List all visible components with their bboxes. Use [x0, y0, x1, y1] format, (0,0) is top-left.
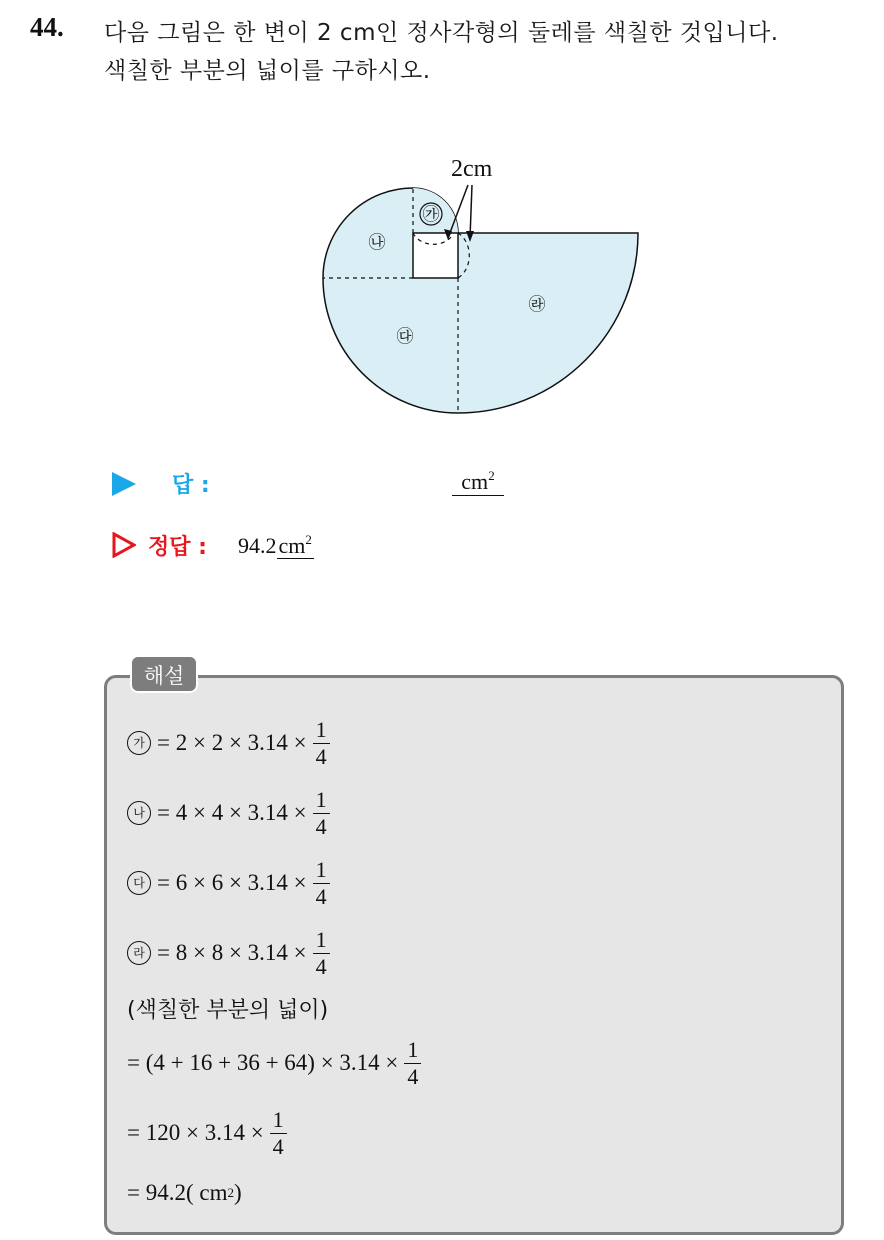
- frac-den: 4: [315, 883, 327, 909]
- frac-den: 4: [272, 1133, 284, 1159]
- expr-ra: = 8 × 8 × 3.14 ×: [157, 940, 307, 965]
- expr-ga: = 2 × 2 × 3.14 ×: [157, 730, 307, 755]
- correct-label: 정답 :: [148, 535, 207, 560]
- step2-expr: = 120 × 3.14 ×: [127, 1120, 264, 1145]
- frac-num: 1: [313, 787, 330, 814]
- label-da: ㉰: [396, 327, 414, 347]
- expr-da: = 6 × 6 × 3.14 ×: [157, 870, 307, 895]
- shaded-region: [323, 188, 638, 413]
- solution-final: [127, 1168, 421, 1218]
- solution-step1: [127, 1028, 421, 1098]
- frac-num: 1: [313, 717, 330, 744]
- question-text: [104, 14, 874, 90]
- correct-value: [238, 532, 314, 559]
- fraction: [404, 1037, 421, 1090]
- answer-label: 답 :: [172, 473, 210, 498]
- arrow-line-2: [470, 185, 472, 238]
- solution-lines: [127, 708, 421, 1218]
- correct-answer-row: [112, 530, 532, 564]
- answer-unit-exp: 2: [488, 468, 495, 483]
- correct-unit-wrap: [277, 533, 314, 559]
- correct-number: 94.2: [238, 533, 277, 558]
- solution-line-da: [127, 848, 421, 918]
- frac-num: 1: [404, 1037, 421, 1064]
- final-exp: 2: [227, 1185, 234, 1200]
- question-text-line2: 색칠한 부분의 넓이를 구하시오.: [104, 58, 431, 84]
- dimension-label: 2cm: [451, 156, 493, 182]
- fraction: [313, 927, 330, 980]
- correct-arrow-icon: [112, 532, 136, 558]
- correct-unit: cm: [278, 533, 306, 558]
- solution-step2: [127, 1098, 421, 1168]
- frac-den: 4: [315, 743, 327, 769]
- solution-line-ra: [127, 918, 421, 988]
- mark-ra: 라: [127, 941, 151, 965]
- area-label: (색칠한 부분의 넓이): [127, 997, 329, 1023]
- label-ra: ㉱: [528, 295, 546, 315]
- step1-expr: = (4 + 16 + 36 + 64) × 3.14 ×: [127, 1050, 399, 1075]
- final-expr: = 94.2( cm: [127, 1180, 228, 1205]
- fraction: [270, 1107, 287, 1160]
- question-number: 44.: [30, 12, 64, 42]
- solution-line-na: [127, 778, 421, 848]
- mark-da: 다: [127, 871, 151, 895]
- label-na: ㉯: [368, 233, 386, 253]
- question-text-line1: 다음 그림은 한 변이 2 cm인 정사각형의 둘레를 색칠한 것입니다.: [104, 20, 779, 46]
- solution-line-ga: [127, 708, 421, 778]
- frac-num: 1: [313, 857, 330, 884]
- answer-arrow-icon: [112, 472, 136, 496]
- mark-ga: 가: [127, 731, 151, 755]
- answer-unit: cm: [461, 469, 489, 494]
- frac-den: 4: [315, 813, 327, 839]
- label-ga: ㉮: [422, 205, 440, 225]
- answer-blank[interactable]: [452, 468, 504, 496]
- fraction: [313, 857, 330, 910]
- frac-num: 1: [270, 1107, 287, 1134]
- answer-row: [112, 468, 532, 502]
- solution-tag: 해설: [130, 655, 198, 693]
- fraction: [313, 717, 330, 770]
- mark-na: 나: [127, 801, 151, 825]
- correct-unit-exp: 2: [305, 532, 312, 547]
- expr-na: = 4 × 4 × 3.14 ×: [157, 800, 307, 825]
- spiral-figure: [300, 140, 660, 430]
- frac-den: 4: [315, 953, 327, 979]
- final-close: ): [233, 1180, 242, 1205]
- solution-box: [104, 675, 844, 1235]
- fraction: [313, 787, 330, 840]
- frac-num: 1: [313, 927, 330, 954]
- frac-den: 4: [407, 1063, 419, 1089]
